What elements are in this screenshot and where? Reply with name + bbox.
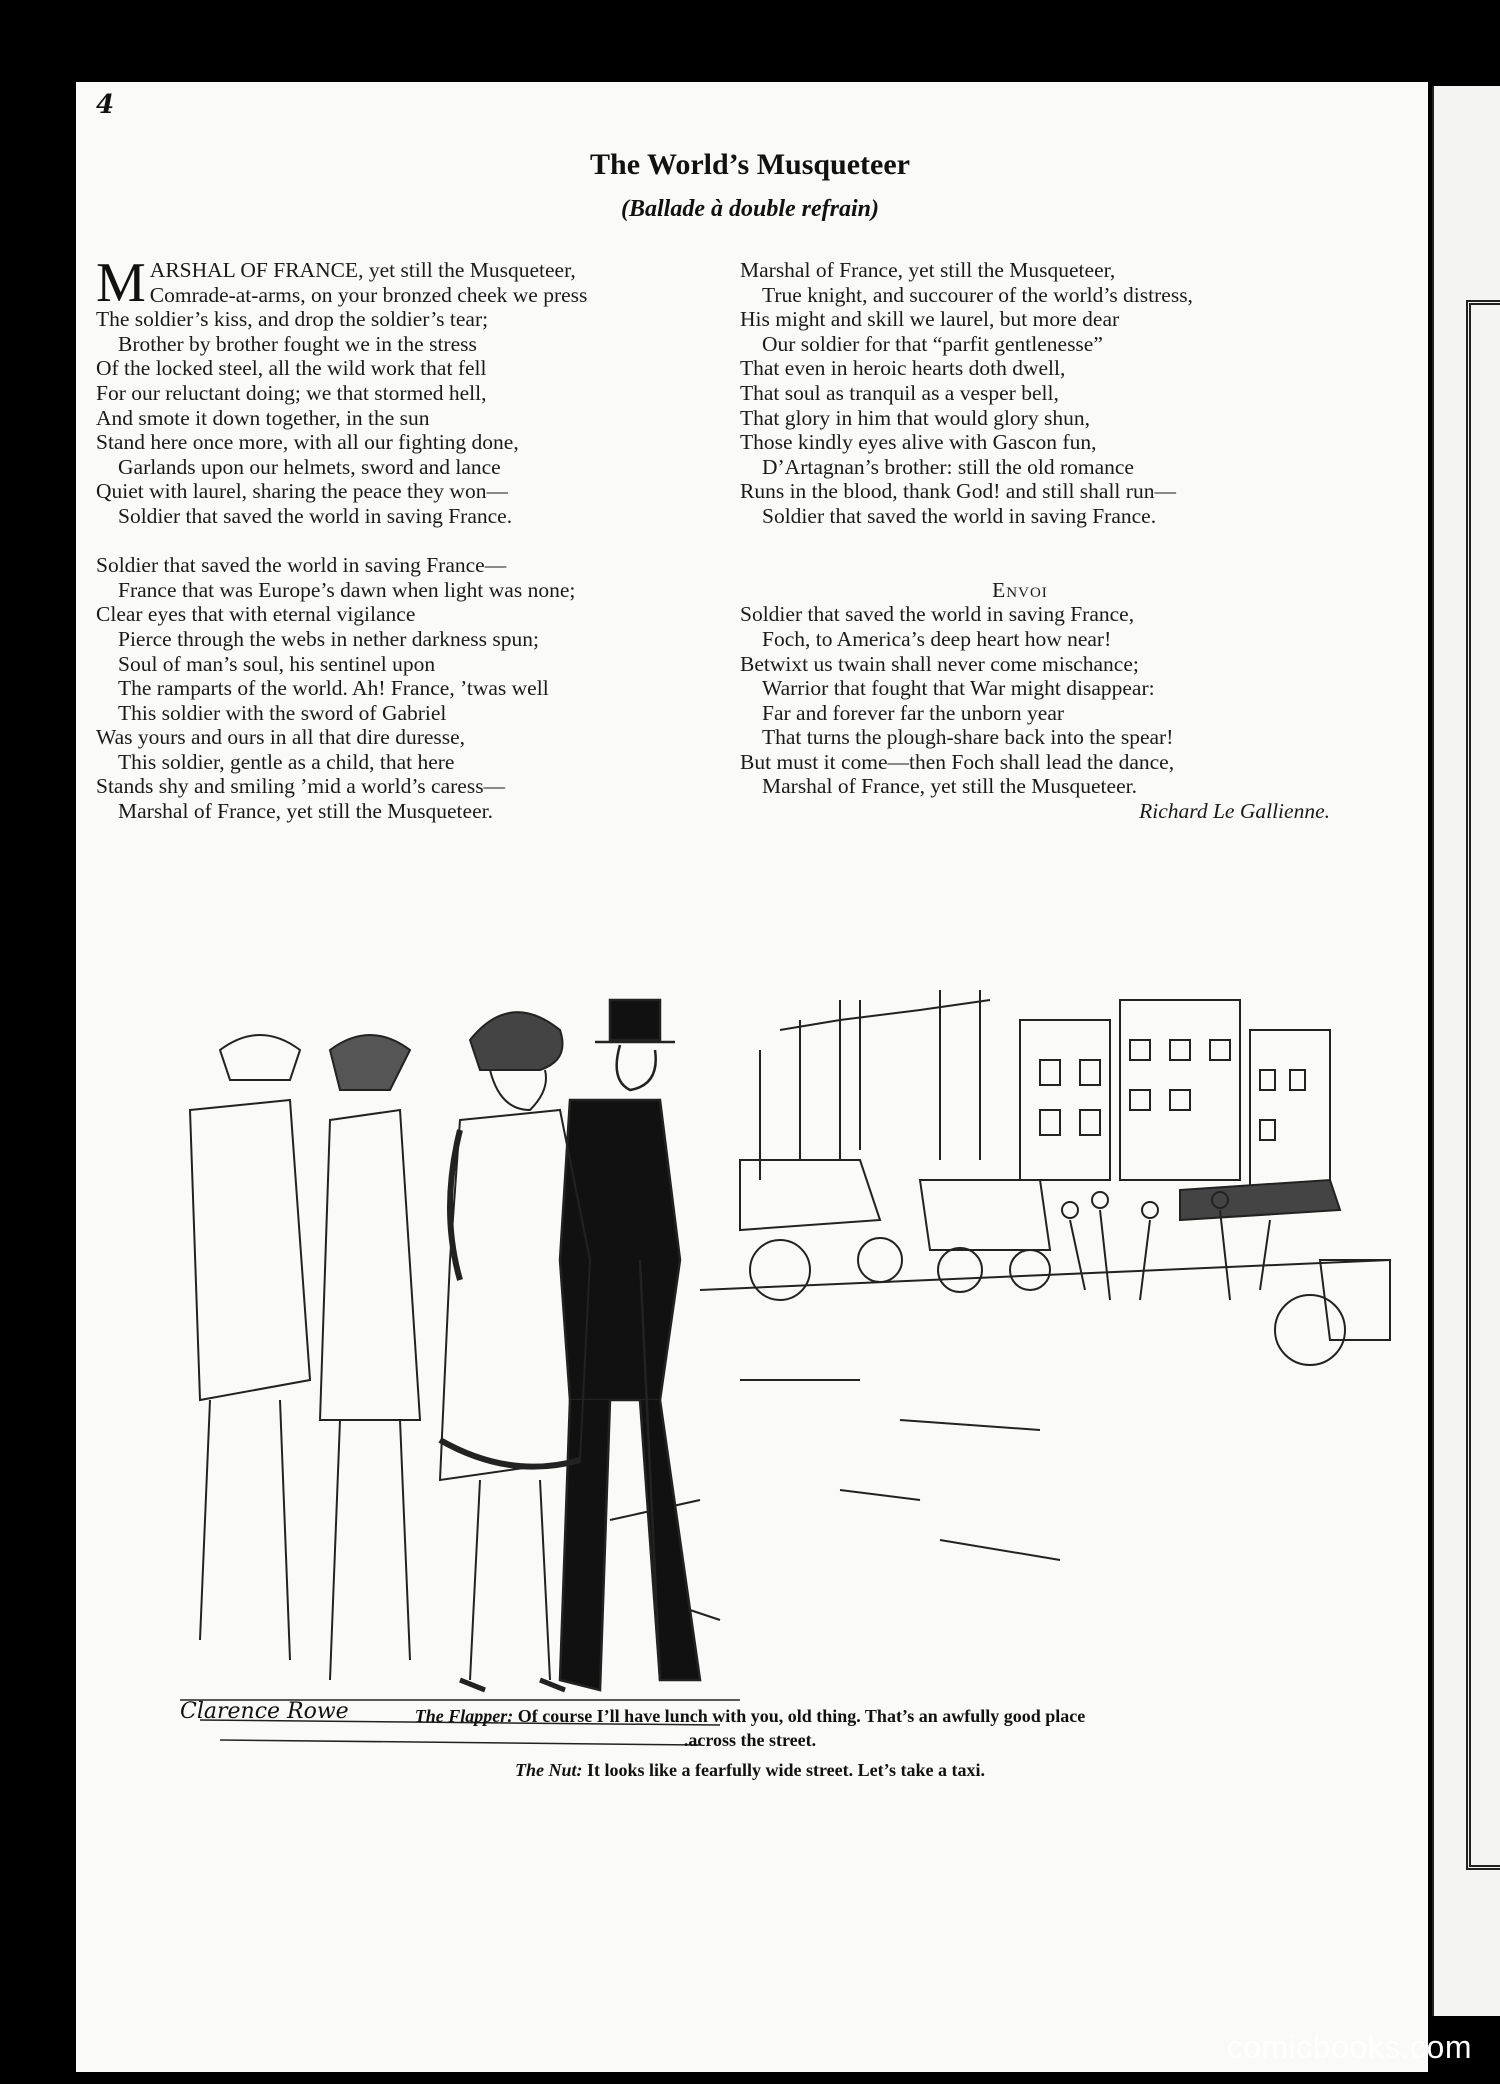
page-number: 4 [96, 90, 115, 120]
envoi-heading: Envoi [992, 577, 1048, 602]
poem-line: Betwixt us twain shall never come mischance; [740, 651, 1139, 676]
poem-line: Runs in the blood, thank God! and still shall run— [740, 479, 1176, 504]
poem-line: But must it come—then Foch shall lead the dance, [740, 749, 1175, 774]
envoi-stanza [740, 602, 1340, 799]
background-couple [190, 1035, 420, 1680]
poem-line: ARSHAL OF FRANCE, yet still the Musqueteer, [149, 258, 576, 282]
artist-signature: Clarence Rowe [180, 1699, 349, 1724]
poem-line: D’Artagnan’s brother: still the old romance [762, 454, 1134, 479]
caption-line-1 [0, 1706, 1500, 1727]
poem-line: Garlands upon our helmets, sword and lance [118, 454, 501, 479]
poem-line: The soldier’s kiss, and drop the soldier’s tear; [96, 307, 489, 332]
adjacent-page-border [1466, 300, 1500, 1870]
poem-title: The World’s Musqueteer [590, 148, 910, 181]
refrain-line: Marshal of France, yet still the Musqueteer. [118, 799, 493, 824]
poem-line: Our soldier for that “parfit gentlenesse” [762, 331, 1103, 356]
drop-cap: M [96, 252, 146, 314]
refrain-line: Soldier that saved the world in saving France. [762, 503, 1157, 528]
poem-right-column [740, 258, 1340, 824]
poem-line: That soul as tranquil as a vesper bell, [740, 380, 1059, 405]
poem-line: Pierce through the webs in nether darkness spun; [118, 626, 539, 651]
street-lines [610, 1260, 1390, 1620]
poem-line: Quiet with laurel, sharing the peace they won— [96, 479, 508, 504]
caption-flapper-text: Of course I’ll have lunch with you, old thing. That’s an awfully good place [517, 1706, 1086, 1726]
poem-line: Comrade-at-arms, on your bronzed cheek we press [149, 282, 588, 307]
poem-line: Clear eyes that with eternal vigilance [96, 602, 416, 627]
poem-line: Soldier that saved the world in saving France, [740, 602, 1135, 627]
poem-line: This soldier, gentle as a child, that here [118, 749, 455, 774]
poem-left-column [96, 252, 756, 824]
poem-line: That turns the plough-share back into the spear! [762, 725, 1174, 750]
poem-line: The ramparts of the world. Ah! France, ’twas well [118, 676, 549, 701]
poem-line: Of the locked steel, all the wild work that fell [96, 356, 487, 381]
caption-speaker-nut: The Nut: [515, 1760, 583, 1780]
poem-line: His might and skill we laurel, but more dear [740, 307, 1120, 332]
poem-line: Marshal of France, yet still the Musqueteer, [740, 258, 1116, 282]
poem-subtitle: (Ballade à double refrain) [621, 196, 879, 222]
poem-line: Brother by brother fought we in the stress [118, 331, 477, 356]
poem-line: Foch, to America’s deep heart how near! [762, 626, 1112, 651]
stanza-1 [96, 252, 756, 529]
author-signature: Richard Le Gallienne. [1139, 799, 1330, 824]
street-scene-illustration [140, 960, 1400, 1760]
refrain-line: Marshal of France, yet still the Musqueteer. [762, 774, 1137, 799]
caption-line-2 [0, 1760, 1500, 1781]
man-in-top-hat [560, 1000, 700, 1690]
poem-line: This soldier with the sword of Gabriel [118, 700, 447, 725]
poem-line: France that was Europe’s dawn when light was none; [118, 577, 576, 602]
site-watermark: comicbooks.com [1226, 2029, 1472, 2065]
buildings-background [760, 990, 1340, 1220]
poem-line: Stand here once more, with all our fighting done, [96, 430, 519, 455]
refrain-line: Soldier that saved the world in saving France. [118, 503, 513, 528]
caption-nut-text: It looks like a fearfully wide street. Let’s take a taxi. [587, 1760, 985, 1780]
poem-line: That even in heroic hearts doth dwell, [740, 356, 1066, 381]
poem-line: And smote it down together, in the sun [96, 405, 430, 430]
poem-line: Those kindly eyes alive with Gascon fun, [740, 430, 1097, 455]
poem-line: That glory in him that would glory shun, [740, 405, 1090, 430]
poem-line: Stands shy and smiling ’mid a world’s caress— [96, 774, 506, 799]
stanza-3 [740, 258, 1340, 529]
caption-line-1-continued: .across the street. [683, 1730, 817, 1750]
poem-line: Was yours and ours in all that dire duresse, [96, 725, 466, 750]
stanza-2 [96, 553, 756, 824]
poem-line: True knight, and succourer of the world’s distress, [762, 282, 1193, 307]
poem-line: Far and forever far the unborn year [762, 700, 1065, 725]
poem-line: Warrior that fought that War might disappear: [762, 676, 1155, 701]
poem-line: For our reluctant doing; we that stormed hell, [96, 380, 487, 405]
poem-line: Soldier that saved the world in saving France— [96, 553, 507, 578]
poem-line: Soul of man’s soul, his sentinel upon [118, 651, 436, 676]
caption-speaker-flapper: The Flapper: [414, 1706, 514, 1726]
